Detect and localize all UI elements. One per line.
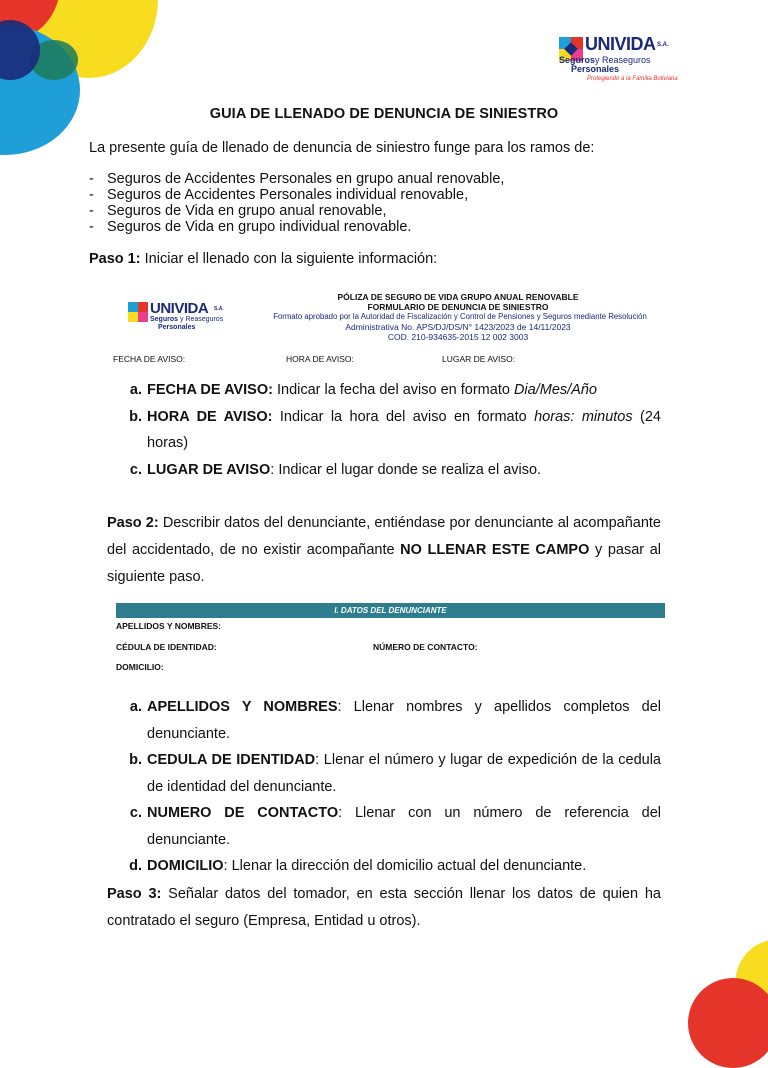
- field-fecha-aviso: FECHA DE AVISO:: [113, 354, 186, 364]
- list-item: d. DOMICILIO: Llenar la dirección del domicilio actual del denunciante.: [129, 858, 587, 874]
- logo-tagline: Protegiendo a la Familia Boliviana: [587, 76, 678, 82]
- form-line1: PÓLIZA DE SEGURO DE VIDA GRUPO ANUAL RENOVABLE: [337, 292, 579, 302]
- paso2-items: [107, 694, 661, 880]
- list-item: b. CEDULA DE IDENTIDAD: Llenar el número y lugar de expedición de la cedula de identidad del denunciante.: [129, 752, 661, 795]
- form-logo-word: UNIVIDA: [150, 300, 209, 317]
- table-row-apellidos: APELLIDOS Y NOMBRES:: [116, 621, 222, 631]
- list-item: - Seguros de Accidentes Personales en grupo anual renovable,: [89, 171, 505, 187]
- logo-sub1: Seguros: [559, 55, 596, 65]
- field-hora-aviso: HORA DE AVISO:: [286, 354, 354, 364]
- paso1-label: Paso 1:: [89, 251, 141, 267]
- form-logo-suffix: S.A.: [214, 306, 224, 312]
- form-line5: COD. 210-934635-2015 12 002 3003: [387, 332, 529, 342]
- list-item: c. NUMERO DE CONTACTO: Llenar con un número de referencia del denunciante.: [129, 805, 661, 848]
- form-logo-sub1: Seguros: [150, 316, 179, 323]
- logo-word: UNIVIDA: [585, 34, 656, 54]
- page-title: GUIA DE LLENADO DE DENUNCIA DE SINIESTRO: [209, 106, 559, 122]
- logo-sub1b: y Reaseguros: [595, 55, 651, 65]
- form-logo-sub2: Personales: [158, 324, 196, 331]
- table-row-contacto: NÚMERO DE CONTACTO:: [373, 642, 478, 652]
- table-row-domicilio: DOMICILIO:: [116, 662, 164, 672]
- list-item: - Seguros de Vida en grupo anual renovable,: [89, 203, 387, 219]
- list-item: a. APELLIDOS Y NOMBRES: Llenar nombres y apellidos completos del denunciante.: [129, 699, 661, 742]
- list-item: c. LUGAR DE AVISO: Indicar el lugar donde se realiza el aviso.: [129, 461, 542, 478]
- company-logo: [557, 34, 677, 86]
- form-line2: FORMULARIO DE DENUNCIA DE SINIESTRO: [367, 302, 549, 312]
- paso3-label: Paso 3:: [107, 886, 162, 902]
- table-row-cedula: CÉDULA DE IDENTIDAD:: [116, 642, 217, 652]
- list-item: - Seguros de Vida en grupo individual renovable.: [89, 219, 412, 235]
- paso2-paragraph: Paso 2: Describir datos del denunciante, entiéndase por denunciante al acompañante del accidentado, de no existir acompañante NO LLENAR ESTE CAMPO y pasar al siguiente paso.: [107, 515, 661, 585]
- field-lugar-aviso: LUGAR DE AVISO:: [442, 354, 516, 364]
- intro-text: La presente guía de llenado de denuncia de siniestro funge para los ramos de:: [89, 140, 595, 156]
- ramos-list: [89, 171, 504, 235]
- form-line4: Administrativa No. APS/DJ/DS/N° 1423/2023 de 14/11/2023: [345, 322, 571, 332]
- list-item: a. FECHA DE AVISO: Indicar la fecha del aviso en formato Dia/Mes/Año: [129, 382, 597, 398]
- list-item: - Seguros de Accidentes Personales individual renovable,: [89, 187, 469, 203]
- logo-suffix: S.A.: [657, 42, 669, 48]
- form-line3: Formato aprobado por la Autoridad de Fiscalización y Control de Pensiones y Seguros mediante Resolución: [273, 312, 647, 321]
- paso2-strong: NO LLENAR ESTE CAMPO: [400, 542, 590, 558]
- decor-circle-red-br: [688, 978, 768, 1068]
- form-logo-mark-icon: [128, 302, 148, 322]
- paso1-text: Iniciar el llenado con la siguiente información:: [144, 251, 438, 267]
- paso1-items: [107, 377, 661, 483]
- paso3-paragraph: Paso 3: Señalar datos del tomador, en esta sección llenar los datos de quien ha contratado el seguro (Empresa, Entidad u otros).: [107, 886, 661, 929]
- form-logo: [128, 300, 243, 330]
- paso2-label: Paso 2:: [107, 515, 159, 531]
- form-header-snippet: [118, 288, 666, 348]
- list-item: b. HORA DE AVISO: Indicar la hora del aviso en formato horas: minutos (24 horas): [129, 408, 661, 451]
- form-logo-sub1b: y Reaseguros: [180, 316, 224, 323]
- paso1-line: [89, 251, 437, 267]
- logo-sub2: Personales: [571, 64, 620, 74]
- denunciante-table-header: I. DATOS DEL DENUNCIANTE: [116, 603, 665, 618]
